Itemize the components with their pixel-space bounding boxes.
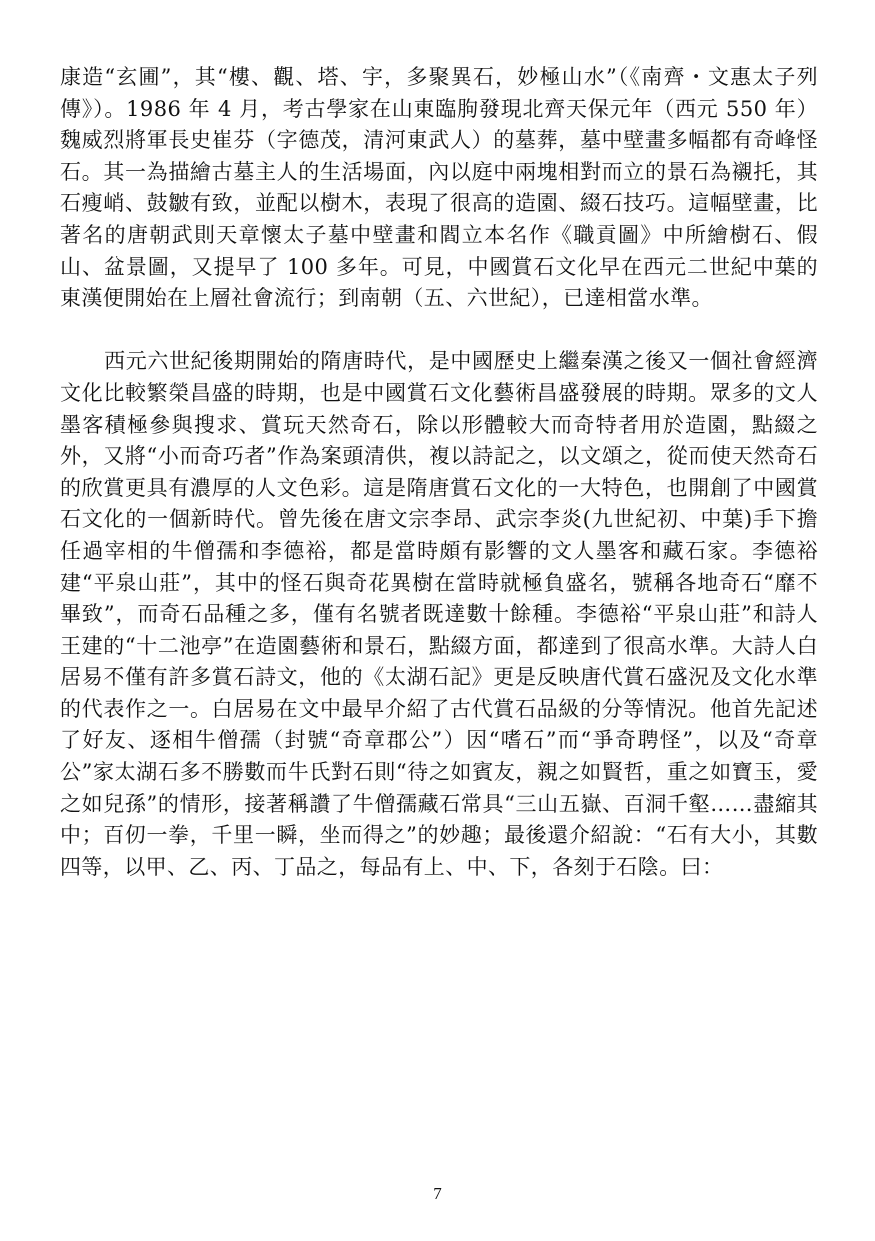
page-body bbox=[60, 62, 818, 883]
paragraph-continued: 康造“玄圃”，其“樓、觀、塔、宇，多聚異石，妙極山水”（《南齊・文惠太子列傳》）。1986 年 4 月，考古學家在山東臨朐發現北齊天保元年（西元 550 年）魏威烈將軍長史崔芬（字德茂，清河東武人）的墓葬，墓中壁畫多幅都有奇峰怪石。其一為描繪古墓主人的生活場面，內以庭中兩塊相對而立的景石為襯托，其石瘦峭、鼓皺有致，並配以樹木，表現了很高的造園、綴石技巧。這幅壁畫，比著名的唐朝武則天章懷太子墓中壁畫和閻立本名作《職貢圖》中所繪樹石、假山、盆景圖，又提早了 100 多年。可見，中國賞石文化早在西元二世紀中葉的東漢便開始在上層社會流行；到南朝（五、六世紀），已達相當水準。 bbox=[60, 65, 818, 311]
page-number: 7 bbox=[433, 1184, 442, 1203]
paragraph-sui-tang: 西元六世紀後期開始的隋唐時代，是中國歷史上繼秦漢之後又一個社會經濟文化比較繁榮昌盛的時期，也是中國賞石文化藝術昌盛發展的時期。眾多的文人墨客積極參與搜求、賞玩天然奇石，除以形體較大而奇特者用於造園，點綴之外，又將“小而奇巧者”作為案頭清供，複以詩記之，以文頌之，從而使天然奇石的欣賞更具有濃厚的人文色彩。這是隋唐賞石文化的一大特色，也開創了中國賞石文化的一個新時代。曾先後在唐文宗李昂、武宗李炎(九世紀初、中葉)手下擔任過宰相的牛僧孺和李德裕，都是當時頗有影響的文人墨客和藏石家。李德裕建“平泉山莊”，其中的怪石與奇花異樹在當時就極負盛名，號稱各地奇石“靡不畢致”，而奇石品種之多，僅有名號者既達數十餘種。李德裕“平泉山莊”和詩人王建的“十二池亭”在造園藝術和景石，點綴方面，都達到了很高水準。大詩人白居易不僅有許多賞石詩文，他的《太湖石記》更是反映唐代賞石盛況及文化水準的代表作之一。白居易在文中最早介紹了古代賞石品級的分等情況。他首先記述了好友、逐相牛僧孺（封號“奇章郡公”）因“嗜石”而“爭奇聘怪”，以及“奇章公”家太湖石多不勝數而牛氏對石則“待之如賓友，親之如賢哲，重之如寶玉，愛之如兒孫”的情形，接著稱讚了牛僧孺藏石常具“三山五嶽、百洞千壑……盡縮其中；百仞一拳，千里一瞬，坐而得之”的妙趣；最後還介紹說：“石有大小，其數四等，以甲、乙、丙、丁品之，每品有上、中、下，各刻于石陰。曰： bbox=[60, 349, 818, 879]
